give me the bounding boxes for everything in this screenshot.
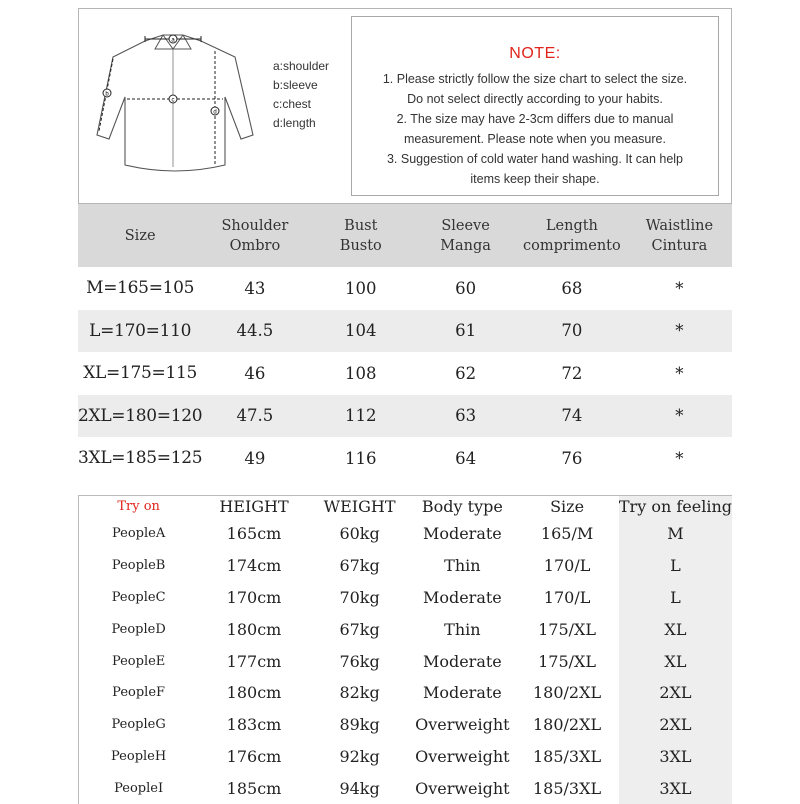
feeling-cell: XL: [619, 613, 732, 645]
body-type-cell: Moderate: [422, 683, 502, 703]
weight-cell: 70kg: [339, 587, 380, 607]
feeling-cell: XL: [619, 645, 732, 677]
feeling-cell: 2XL: [619, 709, 732, 741]
height-cell: 177cm: [226, 651, 282, 671]
size-cell: 185/3XL: [533, 746, 602, 766]
weight-cell: 60kg: [339, 524, 380, 544]
note-line: 3. Suggestion of cold water hand washing. It can help: [386, 152, 684, 166]
person-cell: PeopleF: [112, 685, 166, 701]
bust-cell: 116: [345, 448, 377, 468]
sleeve-cell: 63: [414, 395, 517, 438]
bust-cell: 112: [307, 395, 414, 438]
length-cell: 70: [517, 310, 627, 353]
weight-cell: 67kg: [339, 619, 380, 639]
size-cell: 175/XL: [538, 619, 597, 639]
size-cell: 180/2XL: [533, 715, 602, 735]
header-try-on-feeling: Try on feeling: [618, 497, 732, 516]
shoulder-cell: 44.5: [202, 310, 307, 353]
person-cell: PeopleE: [111, 653, 166, 669]
person-cell: PeopleH: [111, 748, 167, 764]
sleeve-cell: 64: [455, 448, 477, 468]
weight-cell: 92kg: [339, 746, 380, 766]
bust-cell: 104: [307, 310, 414, 353]
height-cell: 180cm: [226, 683, 282, 703]
table-row: [79, 645, 733, 677]
sleeve-cell: 60: [455, 278, 477, 298]
size-chart-table: [78, 204, 732, 480]
table-row: [79, 709, 733, 741]
size-cell: 170/L: [543, 556, 591, 576]
marker-c: c: [171, 97, 175, 104]
waistline-cell: *: [627, 395, 732, 438]
measurement-guide-panel: [78, 8, 732, 204]
header-size: Size: [550, 497, 585, 516]
size-cell: M=165=105: [86, 278, 195, 299]
person-cell: PeopleB: [111, 558, 166, 574]
table-row: [79, 550, 733, 582]
table-row: [78, 310, 732, 353]
length-cell: 76: [561, 448, 583, 468]
weight-cell: 94kg: [339, 778, 380, 798]
shoulder-cell: 43: [244, 278, 266, 298]
body-type-cell: Moderate: [422, 651, 502, 671]
body-type-cell: Moderate: [422, 524, 502, 544]
try-on-header-row: [79, 496, 733, 519]
height-cell: 174cm: [226, 556, 282, 576]
header-bust: Bust Busto: [307, 204, 414, 267]
height-cell: 165cm: [226, 524, 282, 544]
person-cell: PeopleI: [114, 780, 164, 796]
waistline-cell: *: [675, 278, 684, 298]
feeling-cell: L: [619, 550, 732, 582]
table-row: [78, 395, 732, 438]
weight-cell: 89kg: [339, 715, 380, 735]
person-cell: PeopleA: [112, 526, 166, 542]
note-line: items keep their shape.: [470, 172, 600, 186]
sleeve-cell: 62: [455, 363, 477, 383]
height-cell: 180cm: [226, 619, 282, 639]
body-type-cell: Thin: [444, 619, 481, 639]
weight-cell: 67kg: [339, 556, 380, 576]
length-cell: 68: [561, 278, 583, 298]
table-row: [79, 677, 733, 709]
table-row: [78, 437, 732, 480]
feeling-cell: L: [619, 582, 732, 614]
body-type-cell: Overweight: [415, 778, 510, 798]
shirt-measurement-diagram: [85, 27, 261, 179]
person-cell: PeopleC: [111, 589, 166, 605]
waistline-cell: *: [675, 448, 684, 468]
size-cell: XL=175=115: [83, 363, 198, 384]
size-cell: 2XL=180=120: [78, 395, 202, 438]
sleeve-cell: 61: [414, 310, 517, 353]
header-try-on: Try on: [117, 499, 160, 514]
header-length: Length comprimento: [517, 204, 627, 267]
note-box: [351, 16, 719, 196]
bust-cell: 100: [345, 278, 377, 298]
table-row: [78, 267, 732, 310]
shoulder-cell: 47.5: [202, 395, 307, 438]
legend-length: d:length: [273, 116, 316, 130]
table-row: [78, 352, 732, 395]
feeling-cell: M: [619, 518, 732, 550]
person-cell: PeopleD: [111, 621, 166, 637]
header-shoulder: Shoulder Ombro: [202, 204, 307, 267]
size-chart-header-row: [78, 204, 732, 267]
height-cell: 183cm: [226, 715, 282, 735]
legend-chest: c:chest: [273, 97, 312, 111]
note-line: 1. Please strictly follow the size chart to select the size.: [382, 72, 688, 86]
waistline-cell: *: [627, 310, 732, 353]
person-cell: PeopleG: [111, 717, 166, 733]
header-sleeve: Sleeve Manga: [414, 204, 517, 267]
marker-b: b: [105, 91, 109, 98]
table-row: [79, 772, 733, 804]
waistline-cell: *: [675, 363, 684, 383]
height-cell: 170cm: [226, 587, 282, 607]
length-cell: 74: [517, 395, 627, 438]
table-row: [79, 613, 733, 645]
try-on-table: [78, 495, 732, 804]
feeling-cell: 2XL: [619, 677, 732, 709]
note-line: 2. The size may have 2-3cm differs due to manual: [396, 112, 674, 126]
marker-d: d: [213, 109, 217, 116]
table-row: [79, 582, 733, 614]
body-type-cell: Thin: [444, 556, 481, 576]
legend-sleeve: b:sleeve: [273, 78, 318, 92]
body-type-cell: Overweight: [415, 715, 510, 735]
size-cell: 3XL=185=125: [78, 448, 203, 469]
size-cell: 185/3XL: [533, 778, 602, 798]
size-cell: L=170=110: [78, 310, 202, 353]
height-cell: 185cm: [226, 778, 282, 798]
legend-shoulder: a:shoulder: [273, 59, 330, 73]
size-cell: 175/XL: [538, 651, 597, 671]
weight-cell: 82kg: [339, 683, 380, 703]
size-cell: 180/2XL: [533, 683, 602, 703]
length-cell: 72: [561, 363, 583, 383]
size-cell: 165/M: [540, 524, 594, 544]
body-type-cell: Overweight: [415, 746, 510, 766]
feeling-cell: 3XL: [619, 741, 732, 773]
weight-cell: 76kg: [339, 651, 380, 671]
header-body-type: Body type: [421, 497, 503, 516]
height-cell: 176cm: [226, 746, 282, 766]
header-size: Size: [78, 204, 202, 267]
body-type-cell: Moderate: [422, 587, 502, 607]
bust-cell: 108: [345, 363, 377, 383]
header-height: HEIGHT: [219, 497, 289, 516]
table-row: [79, 741, 733, 773]
note-line: measurement. Please note when you measure.: [404, 132, 666, 146]
table-row: [79, 518, 733, 550]
size-cell: 170/L: [543, 587, 591, 607]
measurement-legend: [273, 57, 329, 133]
marker-a: a: [171, 37, 175, 44]
shoulder-cell: 49: [244, 448, 266, 468]
shoulder-cell: 46: [244, 363, 266, 383]
header-waistline: Waistline Cintura: [627, 204, 732, 267]
note-title: NOTE:: [509, 45, 561, 62]
note-line: Do not select directly according to your habits.: [407, 92, 663, 106]
header-weight: WEIGHT: [323, 497, 396, 516]
feeling-cell: 3XL: [619, 772, 732, 804]
